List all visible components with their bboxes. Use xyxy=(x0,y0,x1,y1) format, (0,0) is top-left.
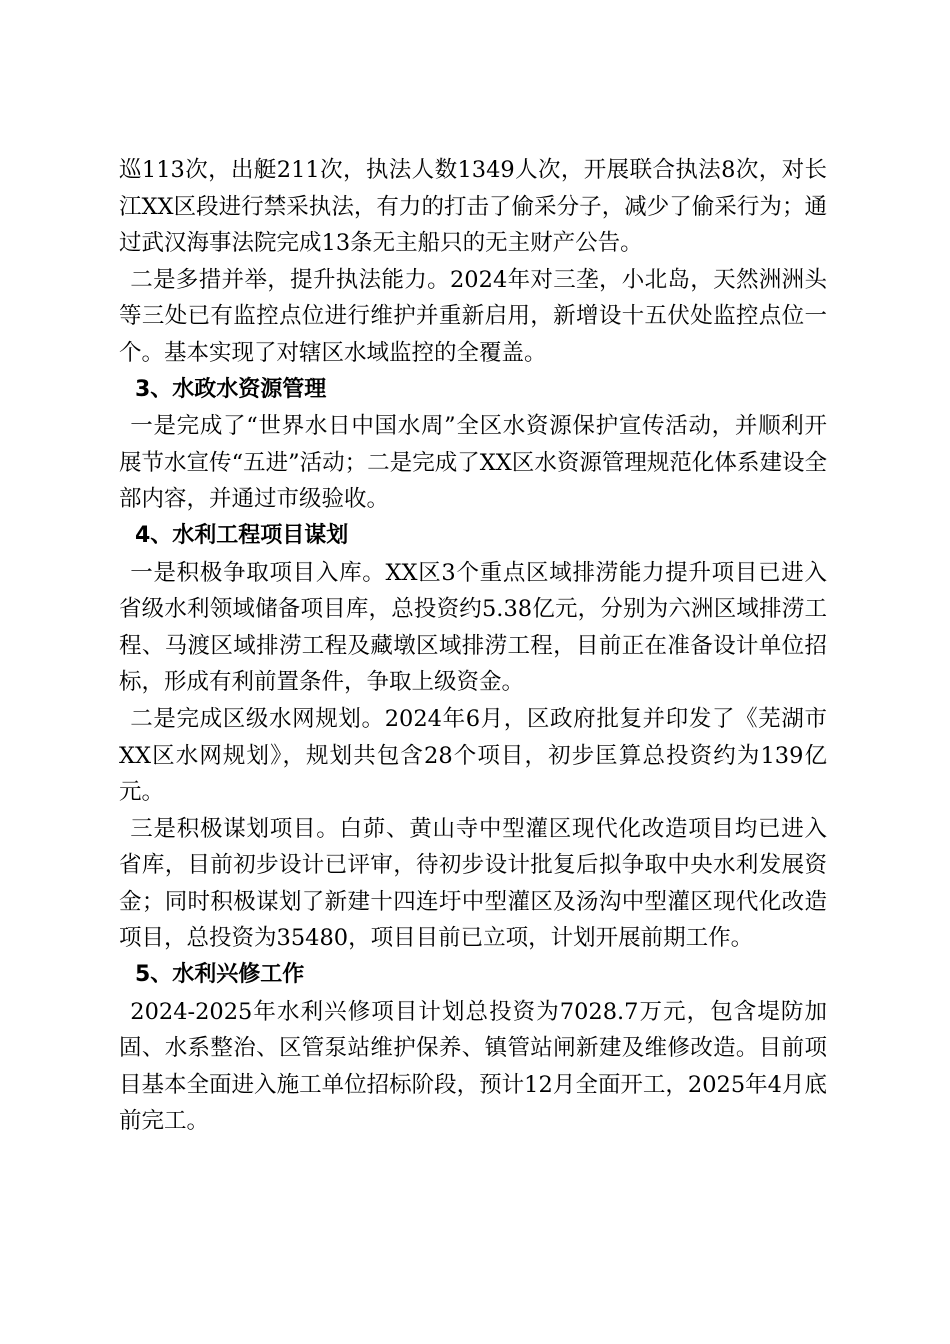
paragraph-irrigation-projects: 三是积极谋划项目。白茆、黄山寺中型灌区现代化改造项目均已进入省库，目前初步设计已评审，待初步设计批复后拟争取中央水利发展资金；同时积极谋划了新建十四连圩中型灌区及汤沟中型灌区现代化改造项目，总投资为35480，项目目前已立项，计划开展前期工作。 xyxy=(119,815,827,952)
paragraph-construction-plan: 2024-2025年水利兴修项目计划总投资为7028.7万元，包含堤防加固、水系整治、区管泵站维护保养、镇管站闸新建及维修改造。目前项目基本全面进入施工单位招标阶段，预计12月全面开工，2025年4月底前完工。 xyxy=(119,998,827,1135)
paragraph-water-resource-promotion: 一是完成了“世界水日中国水周”全区水资源保护宣传活动，并顺利开展节水宣传“五进”活动；二是完成了XX区水资源管理规范化体系建设全部内容，并通过市级验收。 xyxy=(119,413,827,513)
document-page xyxy=(119,152,827,1140)
paragraph-project-library: 一是积极争取项目入库。XX区3个重点区域排涝能力提升项目已进入省级水利领域储备项目库，总投资约5.38亿元，分别为六洲区域排涝工程、马渡区域排涝工程及藏墩区域排涝工程，目前正在准备设计单位招标，形成有利前置条件，争取上级资金。 xyxy=(119,559,827,696)
section-heading-project-planning: 4、水利工程项目谋划 xyxy=(135,522,349,548)
section-heading-water-administration: 3、水政水资源管理 xyxy=(135,376,327,402)
paragraph-enforcement-stats: 巡113次，出艇211次，执法人数1349人次，开展联合执法8次，对长江XX区段进行禁采执法，有力的打击了偷采分子，减少了偷采行为；通过武汉海事法院完成13条无主船只的无主财产公告。 xyxy=(119,157,827,257)
paragraph-water-network-plan: 二是完成区级水网规划。2024年6月，区政府批复并印发了《芜湖市XX区水网规划》，规划共包含28个项目，初步匡算总投资约为139亿元。 xyxy=(119,705,827,806)
section-heading-water-construction: 5、水利兴修工作 xyxy=(135,962,305,988)
paragraph-enforcement-capacity: 二是多措并举，提升执法能力。2024年对三垄，小北岛，天然洲洲头等三处已有监控点位进行维护并重新启用，新增设十五伏处监控点位一个。基本实现了对辖区水域监控的全覆盖。 xyxy=(119,266,827,366)
